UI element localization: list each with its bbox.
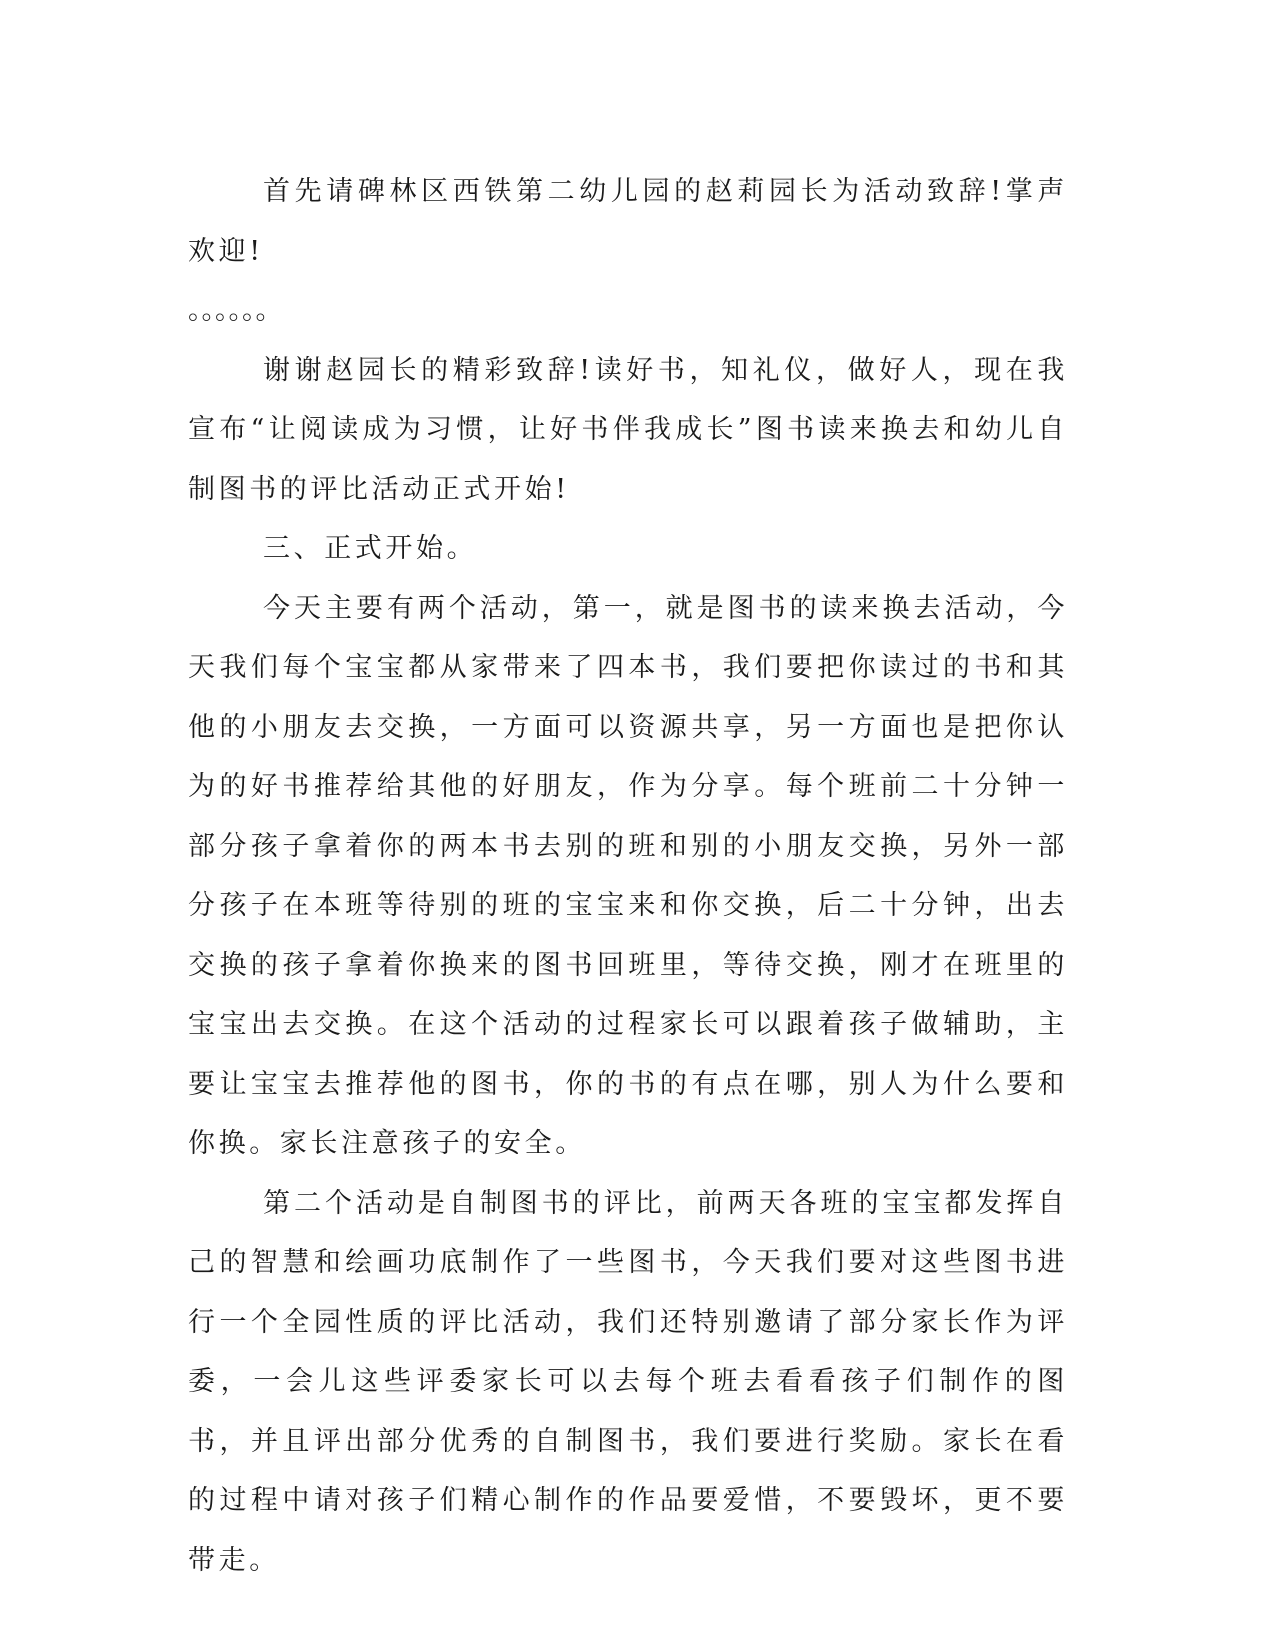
document-body: [188, 162, 1068, 1590]
paragraph-activity-one: 今天主要有两个活动，第一，就是图书的读来换去活动，今天我们每个宝宝都从家带来了四本书，我们要把你读过的书和其他的小朋友去交换，一方面可以资源共享，另一方面也是把你认为的好书推荐给其他的好朋友，作为分享。每个班前二十分钟一部分孩子拿着你的两本书去别的班和别的小朋友交换，另外一部分孩子在本班等待别的班的宝宝来和你交换，后二十分钟，出去交换的孩子拿着你换来的图书回班里，等待交换，刚才在班里的宝宝出去交换。在这个活动的过程家长可以跟着孩子做辅助，主要让宝宝去推荐他的图书，你的书的有点在哪，别人为什么要和你换。家长注意孩子的安全。: [188, 592, 1068, 1159]
paragraph-announcement: 谢谢赵园长的精彩致辞!读好书，知礼仪，做好人，现在我宣布“让阅读成为习惯，让好书伴我成长”图书读来换去和幼儿自制图书的评比活动正式开始!: [188, 354, 1068, 505]
paragraph-welcome: 首先请碑林区西铁第二幼儿园的赵莉园长为活动致辞!掌声欢迎!: [188, 176, 1068, 267]
paragraph-ellipsis: 。。。。。。: [188, 295, 283, 326]
paragraph-activity-two: 第二个活动是自制图书的评比，前两天各班的宝宝都发挥自己的智慧和绘画功底制作了一些图书，今天我们要对这些图书进行一个全园性质的评比活动，我们还特别邀请了部分家长作为评委，一会儿这些评委家长可以去每个班去看看孩子们制作的图书，并且评出部分优秀的自制图书，我们要进行奖励。家长在看的过程中请对孩子们精心制作的作品要爱惜，不要毁坏，更不要带走。: [188, 1187, 1068, 1576]
section-heading-start: 三、正式开始。: [263, 533, 478, 564]
